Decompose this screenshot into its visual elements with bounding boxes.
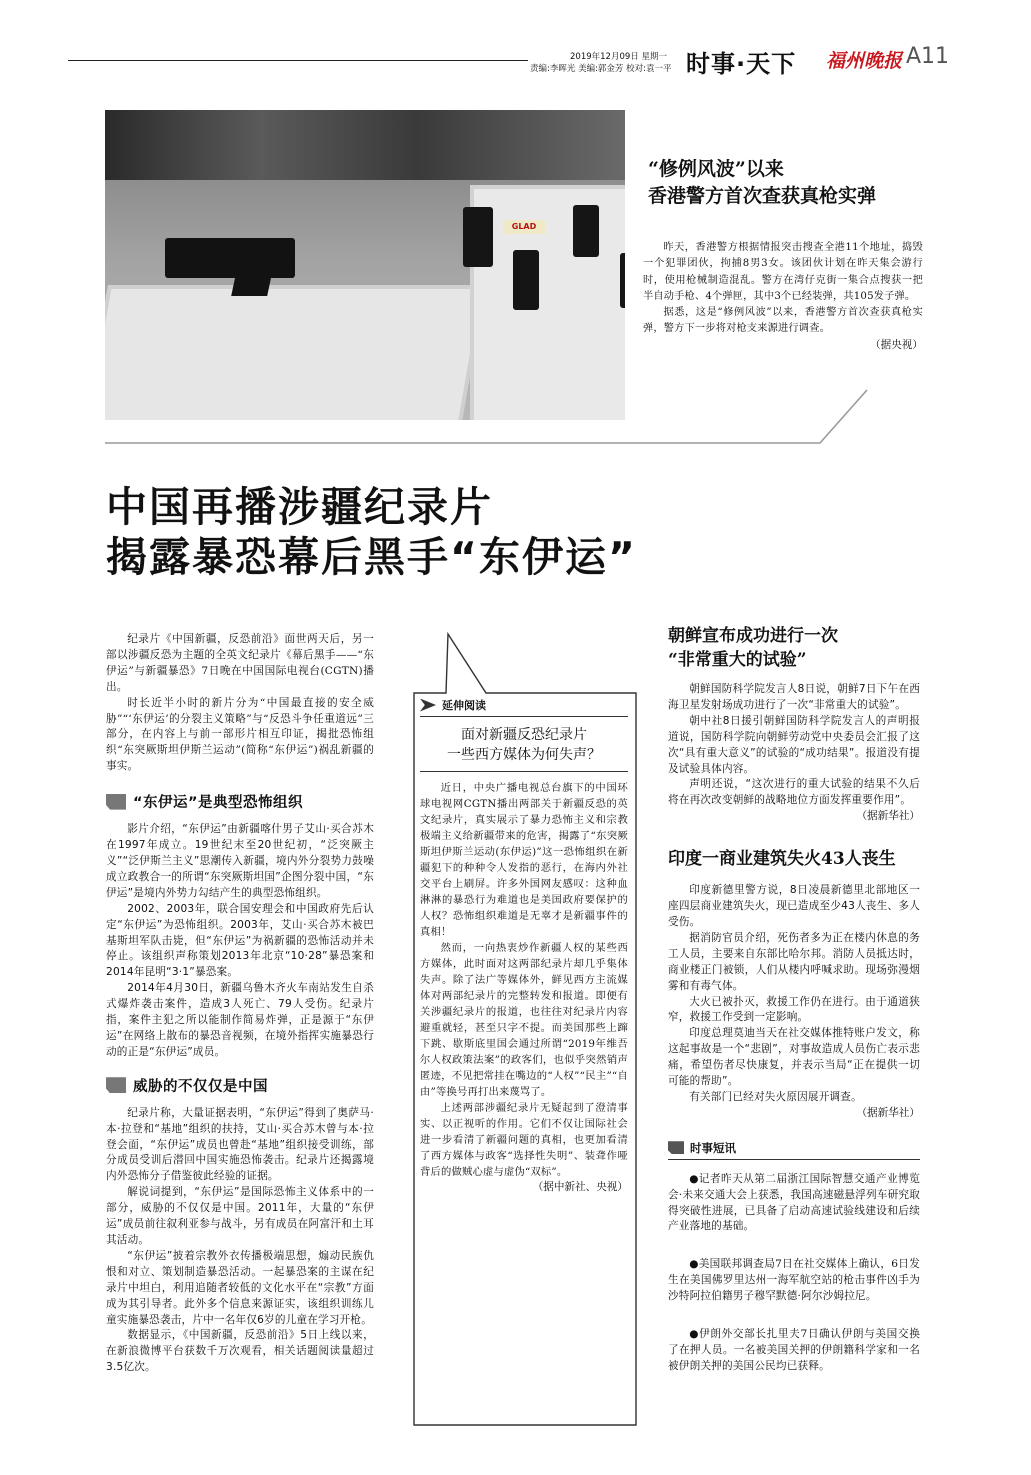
section-heading-1	[106, 791, 374, 812]
dprk-paragraph: 声明还说，“这次进行的重大试验的结果不久后将在再次改变朝鲜的战略地位方面发挥重要作用”。	[668, 778, 920, 807]
section-heading-text: 威胁的不仅仅是中国	[133, 1078, 268, 1095]
main-story-column	[106, 632, 374, 1376]
header-rule	[68, 60, 528, 61]
hk-title-line2: 香港警方首次查获真枪实弹	[648, 185, 877, 207]
body-paragraph: 纪录片称，大量证据表明，“东伊运”得到了奥萨马·本·拉登和“基地”组织的扶持，艾山·买合苏木曾与本·拉登会面，“东伊运”成员也曾赴“基地”组织接受训练，部分成员受训后潜回中国实施恐怖袭击。纪录片还揭露境内外恐怖分子借鉴彼此经验的证据。	[106, 1106, 374, 1183]
pistol-grip	[231, 260, 275, 296]
ammo-box: GLAD	[503, 220, 545, 234]
india-paragraph: 印度总理莫迪当天在社交媒体推特账户发文，称这起事故是一个“悲剧”，对事故造成人员伤亡表示悲痛，希望伤者尽快康复，并表示当局“正在提供一切可能的帮助”。	[668, 1027, 920, 1088]
headline-line1: 中国再播涉疆纪录片	[106, 483, 493, 531]
sidebar-source: （据中新社、央视）	[532, 1181, 628, 1193]
brief-item: ●美国联邦调查局7日在社交媒体上确认，6日发生在美国佛罗里达州一海军航空站的枪击事件凶手为沙特阿拉伯籍男子穆罕默德·阿尔沙姆拉尼。	[668, 1258, 920, 1303]
magazine-1	[463, 207, 493, 267]
page-number: A11	[906, 44, 950, 69]
lead-paragraph: 纪录片《中国新疆，反恐前沿》面世两天后，另一部以涉疆反恐为主题的全英文纪录片《幕后黑手——“东伊运”与新疆暴恐》7日晚在中国国际电视台(CGTN)播出。	[106, 633, 374, 693]
dprk-title-line2: “非常重大的试验”	[668, 650, 807, 670]
sidebar-title-line1: 面对新疆反恐纪录片	[461, 727, 587, 743]
india-paragraph: 大火已被扑灭，救援工作仍在进行。由于通道狭窄，救援工作受到一定影响。	[668, 995, 920, 1024]
section-heading-2	[106, 1075, 374, 1096]
right-column	[668, 624, 920, 1375]
briefs-tag-text: 时事短讯	[690, 1140, 736, 1155]
body-paragraph: 2014年4月30日，新疆乌鲁木齐火车南站发生自杀式爆炸袭击案件，造成3人死亡、79人受伤。纪录片指，案件主犯之所以能制作简易炸弹，正是源于“东伊运”在网络上散布的暴恐音视频，在境外指挥实施暴恐行动的正是“东伊运”成员。	[106, 982, 374, 1058]
brand-logo: 福州晚报	[826, 50, 903, 72]
hk-paragraph: 据悉，这是“修例风波”以来，香港警方首次查获真枪实弹，警方下一步将对枪支来源进行调查。	[643, 307, 923, 335]
dprk-paragraph: 朝鲜国防科学院发言人8日说，朝鲜7日下午在西海卫星发射场成功进行了一次“非常重大的试验”。	[668, 683, 920, 711]
hk-title-line1: “修例风波”以来	[648, 158, 784, 180]
india-paragraph: 据消防官员介绍，死伤者多为正在楼内休息的务工人员，主要来自东部比哈尔邦。消防人员抵达时，商业楼正门被锁，人们从楼内呼喊求助。现场弥漫烟雾和有毒气体。	[668, 931, 920, 992]
section-marker-icon	[106, 794, 126, 810]
sidebar-tag-text: 延伸阅读	[442, 699, 486, 712]
main-headline	[106, 482, 726, 582]
magazine-3	[573, 205, 599, 257]
body-paragraph: 解说词提到，“东伊运”是国际恐怖主义体系中的一部分，威胁的不仅仅是中国。2011年，大量的“东伊运”成员前往叙利亚参与战斗，另有成员在阿富汗和土耳其活动。	[106, 1186, 374, 1246]
briefs-marker-icon	[668, 1141, 684, 1154]
pistol-shape	[165, 238, 295, 278]
india-source: （据新华社）	[856, 1106, 920, 1119]
body-paragraph: 数据显示，《中国新疆，反恐前沿》5日上线以来，在新浪微博平台获数千万次观看，相关话题阅读量超过3.5亿次。	[106, 1329, 374, 1374]
section-heading-text: “东伊运”是典型恐怖组织	[133, 795, 304, 812]
header-section: 时事·天下	[686, 50, 797, 78]
india-paragraph: 有关部门已经对失火原因展开调查。	[689, 1090, 862, 1103]
headline-line2: 揭露暴恐幕后黑手“东伊运”	[106, 533, 637, 581]
brief-item: ●记者昨天从第二届浙江国际智慧交通产业博览会·未来交通大会上获悉，我国高速磁悬浮列车研究取得突破性进展，已具备了启动高速试验线建设和后续产业落地的基础。	[668, 1172, 920, 1233]
sidebar-tag	[420, 697, 628, 717]
hk-photo	[105, 110, 625, 420]
extend-reading-icon	[420, 699, 436, 712]
lead-paragraph: 时长近半小时的新片分为“中国最直接的安全威胁”“‘东伊运’的分裂主义策略”与“反恐斗争任重道远”三部分，在内容上与前一部形片相互印证，揭批恐怖组织“东突厥斯坦伊斯兰运动”(简称“东伊运”)祸乱新疆的事实。	[106, 696, 374, 773]
section-marker-icon	[106, 1077, 126, 1093]
sidebar-box	[420, 697, 628, 1196]
sidebar-paragraph: 上述两部涉疆纪录片无疑起到了澄清事实、以正视听的作用。它们不仅让国际社会进一步看清了新疆问题的真相，也更加看清了西方媒体与政客“选择性失明”、装聋作哑背后的做贼心虚与虚伪“双标”。	[420, 1102, 628, 1178]
india-title: 印度一商业建筑失火43人丧生	[668, 849, 896, 870]
dprk-title-line1: 朝鲜宣布成功进行一次	[668, 626, 838, 646]
briefs-tag	[668, 1140, 920, 1160]
india-paragraph: 印度新德里警方说，8日凌晨新德里北部地区一座四层商业建筑失火，现已造成至少43人丧生、多人受伤。	[668, 884, 920, 928]
photo-wall	[105, 110, 625, 180]
hk-title	[648, 156, 988, 210]
header-date: 2019年12月09日 星期一	[570, 52, 667, 62]
sidebar-paragraph: 然而，一向热衷炒作新疆人权的某些西方媒体，此时面对这两部纪录片却几乎集体失声。除了法广等媒体外，鲜见西方主流媒体对两部纪录片的完整转发和报道。即便有关涉疆纪录片的报道，也往往对纪录片内容避重就轻，甚至只字不提。而美国那些上蹿下跳、歇斯底里国会通过所谓“2019年维吾尔人权政策法案”的政客们，也似乎突然销声匿迹，不见把常挂在嘴边的“人权”“民主”“自由”等换号再打出来蔑骂了。	[420, 942, 628, 1098]
dprk-source: （据新华社）	[856, 810, 920, 823]
hk-body	[643, 240, 923, 354]
hk-divider-line	[105, 375, 1005, 455]
sidebar-title-line2: 一些西方媒体为何失声？	[447, 747, 601, 763]
page-header	[0, 0, 1031, 90]
magazine-2	[513, 250, 539, 310]
sidebar-title	[420, 725, 628, 772]
header-staff: 责编:李晖光 美编:郭金芳 校对:袁一平	[530, 64, 672, 74]
dprk-paragraph: 朝中社8日援引朝鲜国防科学院发言人的声明报道说，国防科学院向朝鲜劳动党中央委员会汇报了这次“具有重大意义”的试验的“成功结果”。报道没有提及试验具体内容。	[668, 714, 920, 775]
hk-paragraph: 昨天，香港警方根据情报突击搜查全港11个地址，捣毁一个犯罪团伙，拘捕8男3女。该团伙计划在昨天集会游行时，使用枪械制造混乱。警方在湾仔克街一集合点搜获一把半自动手枪、4个弹匣，其中3个已经装弹，共105发子弹。	[643, 242, 923, 302]
dprk-title	[668, 624, 920, 672]
body-paragraph: “东伊运”披着宗教外衣传播极端思想，煽动民族仇恨和对立、策划制造暴恐活动。一起暴恐案的主谋在纪录片中坦白，利用追随者较低的文化水平在“宗教”方面成为其引导者。此外多个信息来源证实，该组织训练儿童实施暴恐袭击，片中一名年仅6岁的儿童在学习开枪。	[106, 1249, 374, 1326]
body-paragraph: 影片介绍，“东伊运”由新疆喀什男子艾山·买合苏木在1997年成立。19世纪末至20世纪初，“泛突厥主义”“泛伊斯兰主义”思潮传入新疆，境内外分裂势力鼓噪成立政教合一的所谓“东突厥斯坦国”企图分裂中国，“东伊运”是境内外势力勾结产生的典型恐怖组织。	[106, 823, 374, 899]
sidebar-paragraph: 近日，中央广播电视总台旗下的中国环球电视网CGTN播出两部关于新疆反恐的英文纪录片，真实展示了暴力恐怖主义和宗教极端主义给新疆带来的危害，揭露了“东突厥斯坦伊斯兰运动(东伊运)”这一恐怖组织在新疆犯下的种种令人发指的恶行，在海内外社交平台上刷屏。许多外国网友感叹：这种血淋淋的暴恐行为难道也是美国政府要保护的人权？恐怖组织难道是无辜才是新疆事件的真相！	[420, 782, 628, 938]
magazine-4	[620, 253, 625, 308]
brief-item: ●伊朗外交部长扎里夫7日确认伊朗与美国交换了在押人员。一名被美国关押的伊朗籍科学家和一名被伊朗关押的美国公民均已获释。	[668, 1328, 920, 1372]
body-paragraph: 2002、2003年，联合国安理会和中国政府先后认定“东伊运”为恐怖组织。2003年，艾山·买合苏木被巴基斯坦军队击毙，但“东伊运”为祸新疆的恐怖活动并未停止。该组织声称策划2013年北京“10·28”暴恐案和2014年昆明“3·1”暴恐案。	[106, 902, 374, 979]
hk-source: （据央视）	[870, 338, 923, 351]
